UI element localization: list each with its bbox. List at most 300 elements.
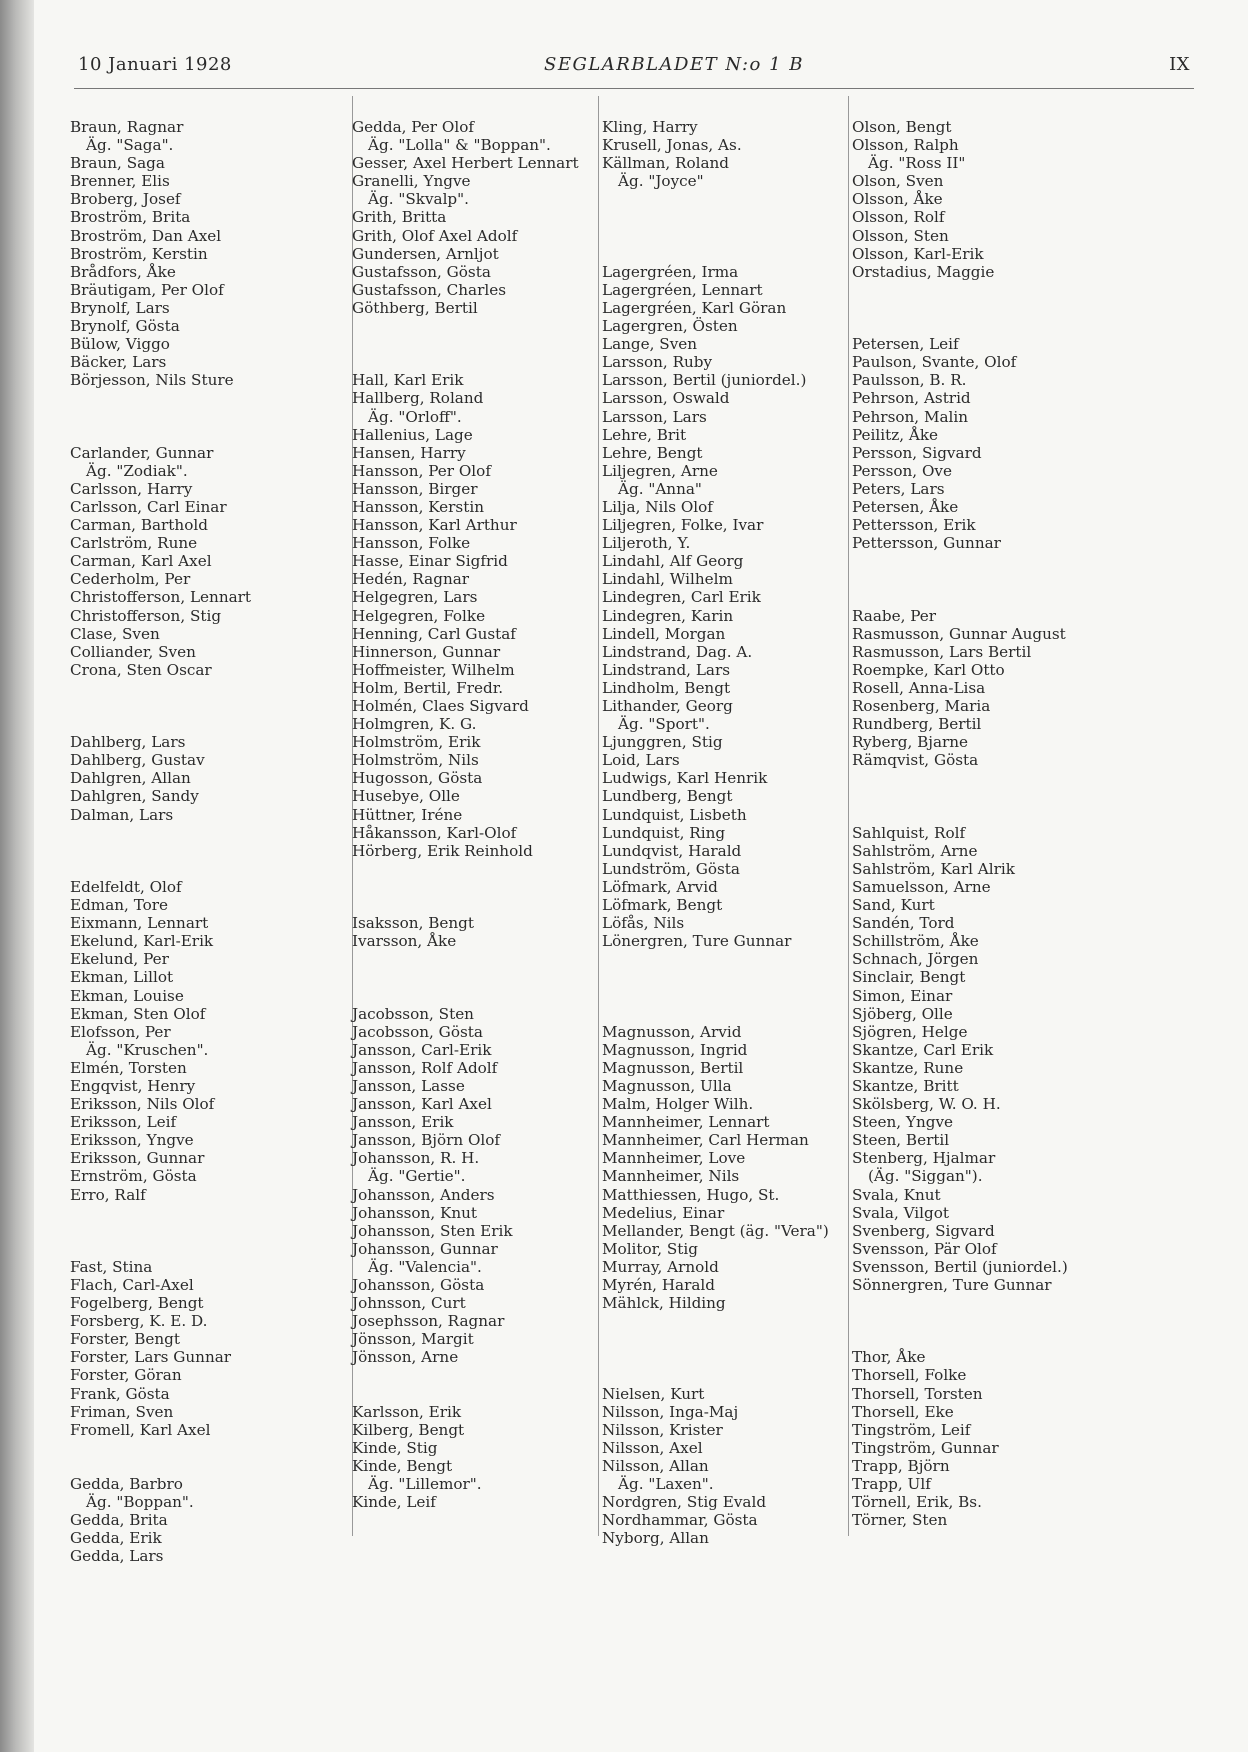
name-entry: Hansson, Birger xyxy=(352,479,478,498)
name-entry: Kinde, Bengt xyxy=(352,1456,453,1475)
name-entry: Christofferson, Lennart xyxy=(70,588,252,607)
name-entry: Sahlström, Arne xyxy=(852,841,978,860)
name-entry: Elmén, Torsten xyxy=(70,1058,187,1077)
name-entry: Paulson, Svante, Olof xyxy=(852,353,1017,372)
name-entry: Edman, Tore xyxy=(70,896,169,915)
name-entry: Larsson, Bertil (juniordel.) xyxy=(602,371,807,390)
name-entry: Peters, Lars xyxy=(852,479,945,498)
name-entry: Loid, Lars xyxy=(602,751,680,770)
name-entry: Äg. "Orloff". xyxy=(368,407,462,426)
blank-line xyxy=(352,353,579,371)
name-entry: Skantze, Rune xyxy=(852,1058,964,1077)
name-entry: Äg. "Skvalp". xyxy=(368,190,469,209)
name-entry: Bäcker, Lars xyxy=(70,353,167,372)
blank-line xyxy=(70,1204,251,1222)
blank-line xyxy=(352,1385,579,1403)
name-entry: Hedén, Ragnar xyxy=(352,570,470,589)
name-entry: Carlström, Rune xyxy=(70,534,198,553)
name-entry: Helgegren, Lars xyxy=(352,588,478,607)
name-entry: Nordhammar, Gösta xyxy=(602,1511,758,1530)
name-entry: Krusell, Jonas, As. xyxy=(602,136,742,155)
blank-line xyxy=(852,787,1068,805)
name-entry: Eriksson, Leif xyxy=(70,1113,177,1132)
name-entry: Äg. "Kruschen". xyxy=(86,1040,209,1059)
blank-line xyxy=(602,1005,829,1023)
blank-line xyxy=(852,769,1068,787)
name-entry: Holm, Bertil, Fredr. xyxy=(352,678,504,697)
name-entry: Johansson, R. H. xyxy=(352,1149,480,1168)
blank-line xyxy=(602,950,829,968)
name-entry: Lundquist, Ring xyxy=(602,823,726,842)
name-entry: Larsson, Lars xyxy=(602,407,707,426)
name-entry: Liljegren, Arne xyxy=(602,461,718,480)
name-entry: (Äg. "Siggan"). xyxy=(868,1167,983,1186)
name-entry: Persson, Ove xyxy=(852,461,952,480)
name-entry: Carman, Karl Axel xyxy=(70,552,212,571)
name-entry: Hansson, Karl Arthur xyxy=(352,516,517,535)
name-entry: Hallberg, Roland xyxy=(352,389,484,408)
blank-line xyxy=(352,860,579,878)
name-column-3 xyxy=(602,118,829,1547)
name-entry: Lagergréen, Irma xyxy=(602,262,739,281)
name-entry: Lundquist, Lisbeth xyxy=(602,805,747,824)
name-entry: Sahlquist, Rolf xyxy=(852,823,966,842)
name-entry: Lindahl, Wilhelm xyxy=(602,570,733,589)
blank-line xyxy=(602,1312,829,1330)
name-entry: Petersen, Åke xyxy=(852,497,959,516)
header-date: 10 Januari 1928 xyxy=(78,54,232,75)
name-column-2 xyxy=(352,118,579,1511)
blank-line xyxy=(602,208,829,226)
name-entry: Sahlström, Karl Alrik xyxy=(852,859,1015,878)
name-entry: Äg. "Gertie". xyxy=(368,1167,466,1186)
name-entry: Lagergren, Östen xyxy=(602,317,738,336)
name-entry: Trapp, Ulf xyxy=(852,1475,931,1494)
name-entry: Gedda, Per Olof xyxy=(352,118,474,136)
header-rule xyxy=(74,88,1194,89)
name-entry: Hansson, Folke xyxy=(352,534,471,553)
name-entry: Persson, Sigvard xyxy=(852,443,982,462)
name-entry: Grith, Olof Axel Adolf xyxy=(352,226,518,245)
name-entry: Husebye, Olle xyxy=(352,787,460,806)
name-entry: Mannheimer, Love xyxy=(602,1149,746,1168)
name-entry: Sönnergren, Ture Gunnar xyxy=(852,1276,1052,1294)
name-entry: Stenberg, Hjalmar xyxy=(852,1149,996,1168)
book-binding-shadow xyxy=(0,0,34,1752)
name-entry: Gustafsson, Charles xyxy=(352,280,507,299)
name-entry: Äg. "Laxen". xyxy=(618,1475,714,1494)
name-entry: Törnell, Erik, Bs. xyxy=(852,1493,982,1512)
name-entry: Lehre, Bengt xyxy=(602,443,703,462)
name-column-1 xyxy=(70,118,251,1566)
name-entry: Gedda, Lars xyxy=(70,1547,164,1566)
name-entry: Lindegren, Carl Erik xyxy=(602,588,761,607)
name-entry: Schnach, Jörgen xyxy=(852,950,979,969)
name-entry: Isaksson, Bengt xyxy=(352,914,474,933)
name-entry: Jansson, Erik xyxy=(352,1113,454,1132)
name-entry: Nilsson, Inga-Maj xyxy=(602,1402,739,1421)
name-entry: Lithander, Georg xyxy=(602,697,733,715)
name-entry: Dahlgren, Allan xyxy=(70,769,191,788)
name-entry: Pehrson, Astrid xyxy=(852,389,971,408)
name-entry: Pettersson, Erik xyxy=(852,516,976,535)
name-entry: Törner, Sten xyxy=(852,1511,948,1530)
name-entry: Elofsson, Per xyxy=(70,1022,171,1041)
name-entry: Magnusson, Ingrid xyxy=(602,1040,748,1059)
name-entry: Äg. "Saga". xyxy=(86,136,174,155)
name-entry: Olsson, Sten xyxy=(852,226,949,245)
name-entry: Pettersson, Gunnar xyxy=(852,534,1001,553)
blank-line xyxy=(352,950,579,968)
name-entry: Engqvist, Henry xyxy=(70,1076,196,1095)
name-entry: Molitor, Stig xyxy=(602,1239,698,1258)
name-entry: Murray, Arnold xyxy=(602,1257,719,1276)
blank-line xyxy=(70,426,251,444)
name-entry: Hoffmeister, Wilhelm xyxy=(352,660,515,679)
name-entry: Börjesson, Nils Sture xyxy=(70,371,234,390)
name-entry: Löfmark, Arvid xyxy=(602,877,718,896)
name-entry: Nyborg, Allan xyxy=(602,1529,709,1548)
name-entry: Holmström, Erik xyxy=(352,733,481,752)
name-entry: Äg. "Boppan". xyxy=(86,1493,194,1512)
name-entry: Thorsell, Torsten xyxy=(852,1384,983,1403)
name-entry: Löfås, Nils xyxy=(602,914,685,933)
blank-line xyxy=(602,968,829,986)
name-entry: Schillström, Åke xyxy=(852,932,979,951)
name-entry: Sandén, Tord xyxy=(852,914,955,933)
blank-line xyxy=(852,806,1068,824)
name-entry: Olson, Sven xyxy=(852,172,944,191)
blank-line xyxy=(70,408,251,426)
name-entry: Ekman, Louise xyxy=(70,986,184,1005)
name-entry: Johansson, Gunnar xyxy=(352,1239,498,1258)
name-entry: Lönergren, Ture Gunnar xyxy=(602,932,792,951)
name-column-4 xyxy=(852,118,1068,1529)
name-entry: Broström, Dan Axel xyxy=(70,226,222,245)
blank-line xyxy=(602,1330,829,1348)
blank-line xyxy=(852,1330,1068,1348)
name-entry: Magnusson, Ulla xyxy=(602,1076,732,1095)
name-entry: Äg. "Sport". xyxy=(618,715,710,734)
blank-line xyxy=(352,878,579,896)
name-entry: Rosell, Anna-Lisa xyxy=(852,678,986,697)
name-entry: Holmén, Claes Sigvard xyxy=(352,697,529,715)
name-entry: Dahlgren, Sandy xyxy=(70,787,199,806)
name-entry: Rundberg, Bertil xyxy=(852,715,982,734)
column-separator xyxy=(598,96,599,1536)
name-entry: Hansen, Harry xyxy=(352,443,466,462)
name-entry: Carlsson, Harry xyxy=(70,479,193,498)
name-entry: Ekelund, Per xyxy=(70,950,169,969)
name-entry: Eixmann, Lennart xyxy=(70,914,209,933)
name-entry: Nilsson, Allan xyxy=(602,1456,709,1475)
name-entry: Mellander, Bengt (äg. "Vera") xyxy=(602,1221,829,1240)
name-entry: Erro, Ralf xyxy=(70,1185,146,1204)
name-entry: Johansson, Sten Erik xyxy=(352,1221,513,1240)
blank-line xyxy=(852,588,1068,606)
name-entry: Hasse, Einar Sigfrid xyxy=(352,552,508,571)
name-entry: Eriksson, Nils Olof xyxy=(70,1095,215,1114)
name-entry: Jansson, Karl Axel xyxy=(352,1095,492,1114)
name-entry: Kinde, Stig xyxy=(352,1438,438,1457)
name-entry: Holmström, Nils xyxy=(352,751,479,770)
name-entry: Mählck, Hilding xyxy=(602,1294,726,1313)
name-entry: Cederholm, Per xyxy=(70,570,191,589)
name-entry: Lindegren, Karin xyxy=(602,606,734,625)
name-entry: Gedda, Erik xyxy=(70,1529,162,1548)
name-entry: Ekman, Sten Olof xyxy=(70,1004,206,1023)
name-entry: Svensson, Pär Olof xyxy=(852,1239,997,1258)
name-entry: Raabe, Per xyxy=(852,606,937,625)
blank-line xyxy=(852,299,1068,317)
name-entry: Colliander, Sven xyxy=(70,642,196,661)
name-entry: Forsberg, K. E. D. xyxy=(70,1312,208,1331)
name-entry: Myrén, Harald xyxy=(602,1276,716,1294)
name-entry: Grith, Britta xyxy=(352,208,447,227)
name-entry: Gustafsson, Gösta xyxy=(352,262,491,281)
name-entry: Broström, Brita xyxy=(70,208,191,227)
name-entry: Mannheimer, Lennart xyxy=(602,1113,770,1132)
name-entry: Forster, Lars Gunnar xyxy=(70,1348,232,1367)
name-entry: Lagergréen, Lennart xyxy=(602,280,763,299)
name-entry: Tingström, Gunnar xyxy=(852,1438,999,1457)
name-entry: Jansson, Rolf Adolf xyxy=(352,1058,498,1077)
name-entry: Brynolf, Lars xyxy=(70,298,170,317)
name-entry: Äg. "Ross II" xyxy=(868,154,966,173)
name-entry: Liljegren, Folke, Ivar xyxy=(602,516,764,535)
name-entry: Braun, Saga xyxy=(70,154,165,173)
name-entry: Thor, Åke xyxy=(852,1348,926,1367)
name-entry: Brynolf, Gösta xyxy=(70,317,180,336)
blank-line xyxy=(70,389,251,407)
name-entry: Eriksson, Gunnar xyxy=(70,1149,205,1168)
name-entry: Liljeroth, Y. xyxy=(602,534,691,553)
blank-line xyxy=(602,227,829,245)
blank-line xyxy=(352,968,579,986)
name-entry: Petersen, Leif xyxy=(852,335,959,354)
blank-line xyxy=(70,1439,251,1457)
name-entry: Peilitz, Åke xyxy=(852,425,939,444)
name-entry: Braun, Ragnar xyxy=(70,118,184,136)
name-entry: Äg. "Joyce" xyxy=(618,172,704,191)
blank-line xyxy=(352,896,579,914)
name-entry: Äg. "Valencia". xyxy=(368,1257,482,1276)
blank-line xyxy=(352,987,579,1005)
name-entry: Karlsson, Erik xyxy=(352,1402,462,1421)
name-entry: Svenberg, Sigvard xyxy=(852,1221,995,1240)
name-entry: Lehre, Brit xyxy=(602,425,687,444)
name-entry: Nordgren, Stig Evald xyxy=(602,1493,767,1512)
name-entry: Forster, Göran xyxy=(70,1366,182,1385)
name-entry: Henning, Carl Gustaf xyxy=(352,624,516,643)
name-entry: Crona, Sten Oscar xyxy=(70,660,212,679)
column-separator xyxy=(848,96,849,1536)
name-entry: Dalman, Lars xyxy=(70,805,174,824)
name-entry: Nielsen, Kurt xyxy=(602,1384,705,1403)
name-entry: Fromell, Karl Axel xyxy=(70,1420,211,1439)
blank-line xyxy=(70,1457,251,1475)
name-entry: Bülow, Viggo xyxy=(70,335,170,354)
name-entry: Skölsberg, W. O. H. xyxy=(852,1095,1001,1114)
name-entry: Orstadius, Maggie xyxy=(852,262,995,281)
blank-line xyxy=(70,860,251,878)
name-entry: Lindell, Morgan xyxy=(602,624,726,643)
name-entry: Lilja, Nils Olof xyxy=(602,497,713,516)
name-entry: Rosenberg, Maria xyxy=(852,697,991,715)
name-entry: Mannheimer, Nils xyxy=(602,1167,740,1186)
name-entry: Svensson, Bertil (juniordel.) xyxy=(852,1257,1068,1276)
blank-line xyxy=(852,281,1068,299)
name-entry: Ernström, Gösta xyxy=(70,1167,197,1186)
name-entry: Jansson, Lasse xyxy=(352,1076,465,1095)
name-entry: Jönsson, Arne xyxy=(352,1348,459,1367)
name-entry: Magnusson, Bertil xyxy=(602,1058,744,1077)
blank-line xyxy=(602,987,829,1005)
name-entry: Olsson, Ralph xyxy=(852,136,959,155)
name-entry: Forster, Bengt xyxy=(70,1330,180,1349)
name-entry: Malm, Holger Wilh. xyxy=(602,1095,754,1114)
name-entry: Roempke, Karl Otto xyxy=(852,660,1005,679)
name-entry: Eriksson, Yngve xyxy=(70,1131,194,1150)
name-entry: Fogelberg, Bengt xyxy=(70,1294,204,1313)
name-entry: Göthberg, Bertil xyxy=(352,298,478,317)
name-entry: Sjögren, Helge xyxy=(852,1022,968,1041)
blank-line xyxy=(352,1366,579,1384)
name-entry: Nilsson, Axel xyxy=(602,1438,703,1457)
name-entry: Lagergréen, Karl Göran xyxy=(602,298,787,317)
name-entry: Helgegren, Folke xyxy=(352,606,486,625)
name-entry: Fast, Stina xyxy=(70,1257,153,1276)
name-entry: Lange, Sven xyxy=(602,335,698,354)
name-entry: Carlsson, Carl Einar xyxy=(70,497,227,516)
name-entry: Olsson, Rolf xyxy=(852,208,945,227)
name-entry: Ekman, Lillot xyxy=(70,968,174,987)
blank-line xyxy=(70,1222,251,1240)
name-entry: Rasmusson, Gunnar August xyxy=(852,624,1066,643)
name-entry: Rasmusson, Lars Bertil xyxy=(852,642,1032,661)
name-entry: Kinde, Leif xyxy=(352,1493,436,1512)
name-entry: Ivarsson, Åke xyxy=(352,932,457,951)
name-entry: Lindstrand, Lars xyxy=(602,660,731,679)
name-entry: Håkansson, Karl-Olof xyxy=(352,823,517,842)
name-entry: Johansson, Gösta xyxy=(352,1276,485,1294)
name-entry: Carman, Barthold xyxy=(70,516,208,535)
name-entry: Hörberg, Erik Reinhold xyxy=(352,841,533,860)
name-entry: Jönsson, Margit xyxy=(352,1330,474,1349)
name-entry: Lindahl, Alf Georg xyxy=(602,552,744,571)
name-entry: Thorsell, Eke xyxy=(852,1402,954,1421)
name-entry: Äg. "Zodiak". xyxy=(86,461,188,480)
name-entry: Löfmark, Bengt xyxy=(602,896,723,915)
name-entry: Hugosson, Gösta xyxy=(352,769,483,788)
name-entry: Nilsson, Krister xyxy=(602,1420,723,1439)
blank-line xyxy=(852,1294,1068,1312)
name-entry: Johansson, Anders xyxy=(352,1185,495,1204)
blank-line xyxy=(602,190,829,208)
name-entry: Kilberg, Bengt xyxy=(352,1420,465,1439)
name-entry: Lundqvist, Harald xyxy=(602,841,742,860)
name-entry: Pehrson, Malin xyxy=(852,407,969,426)
name-entry: Ekelund, Karl-Erik xyxy=(70,932,214,951)
name-entry: Brenner, Elis xyxy=(70,172,170,191)
name-entry: Matthiessen, Hugo, St. xyxy=(602,1185,780,1204)
name-entry: Ryberg, Bjarne xyxy=(852,733,969,752)
name-entry: Brådfors, Åke xyxy=(70,262,176,281)
name-entry: Broström, Kerstin xyxy=(70,244,208,263)
name-entry: Olsson, Karl-Erik xyxy=(852,244,984,263)
header-title: SEGLARBLADET N:o 1 B xyxy=(544,54,804,75)
name-entry: Friman, Sven xyxy=(70,1402,174,1421)
name-entry: Carlander, Gunnar xyxy=(70,443,214,462)
name-entry: Hallenius, Lage xyxy=(352,425,473,444)
name-entry: Skantze, Britt xyxy=(852,1076,959,1095)
name-entry: Hansson, Kerstin xyxy=(352,497,484,516)
name-entry: Skantze, Carl Erik xyxy=(852,1040,994,1059)
blank-line xyxy=(852,1312,1068,1330)
blank-line xyxy=(352,335,579,353)
name-entry: Johansson, Knut xyxy=(352,1203,478,1222)
name-entry: Larsson, Oswald xyxy=(602,389,730,408)
name-entry: Medelius, Einar xyxy=(602,1203,725,1222)
blank-line xyxy=(70,697,251,715)
name-entry: Edelfeldt, Olof xyxy=(70,877,182,896)
name-entry: Hansson, Per Olof xyxy=(352,461,491,480)
name-entry: Sjöberg, Olle xyxy=(852,1004,953,1023)
blank-line xyxy=(602,1366,829,1384)
name-entry: Rämqvist, Gösta xyxy=(852,751,979,770)
blank-line xyxy=(70,679,251,697)
name-entry: Sinclair, Bengt xyxy=(852,968,966,987)
name-entry: Frank, Gösta xyxy=(70,1384,170,1403)
blank-line xyxy=(352,317,579,335)
name-entry: Larsson, Ruby xyxy=(602,353,713,372)
name-entry: Lindstrand, Dag. A. xyxy=(602,642,753,661)
name-entry: Jacobsson, Sten xyxy=(352,1004,474,1023)
name-entry: Gedda, Brita xyxy=(70,1511,168,1530)
name-entry: Dahlberg, Gustav xyxy=(70,751,205,770)
name-entry: Broberg, Josef xyxy=(70,190,181,209)
name-entry: Hüttner, Iréne xyxy=(352,805,463,824)
name-entry: Paulsson, B. R. xyxy=(852,371,967,390)
name-entry: Gedda, Barbro xyxy=(70,1475,183,1494)
blank-line xyxy=(852,317,1068,335)
header-page-number: IX xyxy=(1169,54,1190,75)
blank-line xyxy=(70,842,251,860)
blank-line xyxy=(70,715,251,733)
name-entry: Äg. "Lolla" & "Boppan". xyxy=(368,136,551,155)
name-entry: Kling, Harry xyxy=(602,118,698,136)
name-entry: Trapp, Björn xyxy=(852,1456,950,1475)
name-entry: Steen, Yngve xyxy=(852,1113,954,1132)
page-header xyxy=(74,54,1220,80)
blank-line xyxy=(852,570,1068,588)
name-entry: Tingström, Leif xyxy=(852,1420,971,1439)
name-entry: Holmgren, K. G. xyxy=(352,715,477,734)
name-entry: Hinnerson, Gunnar xyxy=(352,642,501,661)
name-entry: Bräutigam, Per Olof xyxy=(70,280,224,299)
document-page xyxy=(34,0,1248,1752)
name-entry: Lundström, Gösta xyxy=(602,859,740,878)
name-entry: Hall, Karl Erik xyxy=(352,371,464,390)
blank-line xyxy=(70,824,251,842)
name-entry: Sand, Kurt xyxy=(852,896,935,915)
name-entry: Ljunggren, Stig xyxy=(602,733,723,752)
name-entry: Jansson, Carl-Erik xyxy=(352,1040,492,1059)
name-entry: Samuelsson, Arne xyxy=(852,877,991,896)
name-entry: Äg. "Anna" xyxy=(618,479,702,498)
blank-line xyxy=(602,1348,829,1366)
name-entry: Gesser, Axel Herbert Lennart xyxy=(352,154,579,173)
